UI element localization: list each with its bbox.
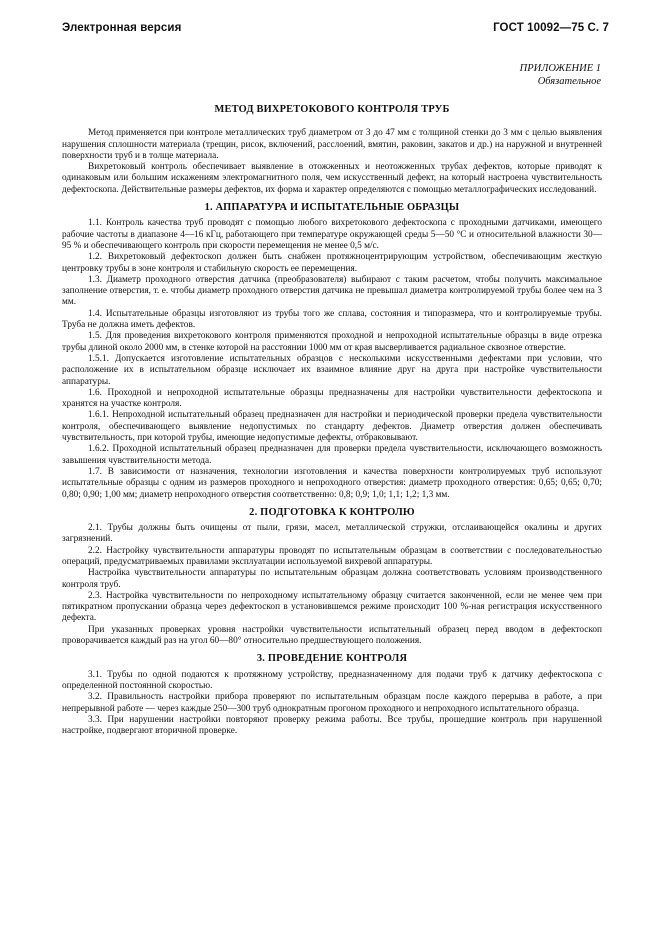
document-body xyxy=(62,104,602,737)
document-title: МЕТОД ВИХРЕТОКОВОГО КОНТРОЛЯ ТРУБ xyxy=(214,104,450,115)
section-paragraph: 1.3. Диаметр проходного отверстия датчика (преобразователя) выбирают с таким расчетом, чтобы получить максимальное заполнение отверстия, т. е. чтобы диаметр проходного отверстия датчика не превышал диаметра контролируемой трубы более чем на 3 мм. xyxy=(62,274,602,308)
appendix-block xyxy=(520,62,601,88)
section-paragraph: 2.1. Трубы должны быть очищены от пыли, грязи, масел, металлической стружки, отслаивающейся окалины и других загрязнений. xyxy=(62,523,602,545)
header-edition-label: Электронная версия xyxy=(62,22,182,34)
section-paragraph: 1.1. Контроль качества труб проводят с помощью любого вихретокового дефектоскопа с проходными датчиками, имеющего рабочие частоты в диапазоне 4—16 кГц, работающего при температуре окружающей среды 5—50 °С и относительной влажности 30—95 % и обеспечивающего контроль при скорости перемещения не менее 0,5 м/с. xyxy=(62,218,602,251)
section-paragraph: 1.5.1. Допускается изготовление испытательных образцов с несколькими искусственными дефектами при условии, что расположение их в испытательном образце исключает их взаимное влияние друг на друга при настройке чувствительности аппаратуры. xyxy=(62,353,602,387)
section-title: 1. АППАРАТУРА И ИСПЫТАТЕЛЬНЫЕ ОБРАЗЦЫ xyxy=(204,202,460,214)
section-paragraph: 3.3. При нарушении настройки повторяют проверку режима работы. Все трубы, прошедшие контроль при нарушенной настройке, подвергают вторичной проверке. xyxy=(62,714,602,737)
section-paragraph: 1.6.1. Непроходной испытательный образец предназначен для настройки и периодической проверки предела чувствительности контроля, обеспечивающего выявление недопустимых по стандарту дефектов. Диаметр отверстия должен обеспечивать чувствительность, при которой трубы, имеющие недопустимые дефекты, отбраковывают. xyxy=(62,410,602,444)
section-paragraph: 3.2. Правильность настройки прибора проверяют по испытательным образцам после каждого перерыва в работе, а при непрерывной работе — через каждые 250—300 труб однократным прогоном проходного и непроходного испытательного образца. xyxy=(62,692,602,714)
section-paragraph: 1.6.2. Проходной испытательный образец предназначен для проверки предела чувствительности, исключающего возможность завышения чувствительности метода. xyxy=(62,444,602,466)
intro-paragraph: Вихретоковый контроль обеспечивает выявление в отожженных и неотожженных трубах дефектов, которые приводят к одинаковым или большим искажениям электромагнитного поля, чем искусственный дефект, на который настроена чувствительность дефектоскопа. Действительные размеры дефектов, их форма и характер определяются с помощью металлографических исследований. xyxy=(62,162,602,195)
header-standard-page: ГОСТ 10092—75 С. 7 xyxy=(493,22,609,34)
section-paragraph: 1.5. Для проведения вихретокового контроля применяются проходной и непроходной испытательные образцы в виде отрезка трубы длиной около 2000 мм, в стенке которой на расстоянии 1000 мм от края высверливается радиальное сквозное отверстие. xyxy=(62,331,602,353)
appendix-label: ПРИЛОЖЕНИЕ 1 xyxy=(519,63,601,74)
section-paragraph: 1.7. В зависимости от назначения, технологии изготовления и качества поверхности контролируемых труб используют испытательные образцы с одним из размеров проходного и непроходного отверстия: диаметр проходного отверстия: 0,65; 0,65; 0,70; 0,80; 0,90; 1,00 мм; диаметр непроходного отверстия соответственно: 0,8; 0,9; 1,0; 1,1; 1,2; 1,3 мм. xyxy=(62,466,602,500)
section-paragraph: 3.1. Трубы по одной подаются к протяжному устройству, предназначенному для подачи труб к датчику дефектоскопа с определенной постоянной скоростью. xyxy=(62,669,602,691)
appendix-sublabel: Обязательное xyxy=(537,76,601,87)
section-paragraph: 1.4. Испытательные образцы изготовляют из трубы того же сплава, состояния и типоразмера, что и контролируемые трубы. Труба не должна иметь дефектов. xyxy=(62,308,602,331)
section-title: 2. ПОДГОТОВКА К КОНТРОЛЮ xyxy=(249,506,415,518)
section-paragraph: Настройка чувствительности аппаратуры по испытательным образцам должна соответствовать условиям производственного контроля труб. xyxy=(62,568,602,590)
section-paragraph: 1.6. Проходной и непроходной испытательные образцы предназначены для настройки чувствительности дефектоскопа и хранятся на участке контроля. xyxy=(62,387,602,410)
section-paragraph: 1.2. Вихретоковый дефектоскоп должен быть снабжен протяжноцентрирующим устройством, обеспечивающим жесткую центровку трубы в зоне контроля и стабильную скорость ее перемещения. xyxy=(62,252,602,274)
section-paragraph: 2.3. Настройка чувствительности по непроходному испытательному образцу считается законченной, если не менее чем при пятикратном пропускании образца через дефектоскоп в установившемся режиме происходит 100 %-ная регистрация искусственного дефекта. xyxy=(62,590,602,624)
section-paragraph: При указанных проверках уровня настройки чувствительности испытательный образец перед вводом в дефектоскоп проворачивается каждый раз на угол 60—80° относительно предшествующего положения. xyxy=(62,624,602,647)
intro-paragraph: Метод применяется при контроле металлических труб диаметром от 3 до 47 мм с толщиной стенки до 3 мм с целью выявления нарушения сплошности материала (трещин, рисок, включений, расслоений, вмятин, раковин, закатов и др.) на наружной и внутренней поверхности труб и в толще материала. xyxy=(62,128,602,161)
section-title: 3. ПРОВЕДЕНИЕ КОНТРОЛЯ xyxy=(256,653,408,665)
section-paragraph: 2.2. Настройку чувствительности аппаратуры проводят по испытательным образцам в соответствии с последовательностью операций, предусматриваемых правилами эксплуатации используемой вихревой аппаратуры. xyxy=(62,545,602,567)
